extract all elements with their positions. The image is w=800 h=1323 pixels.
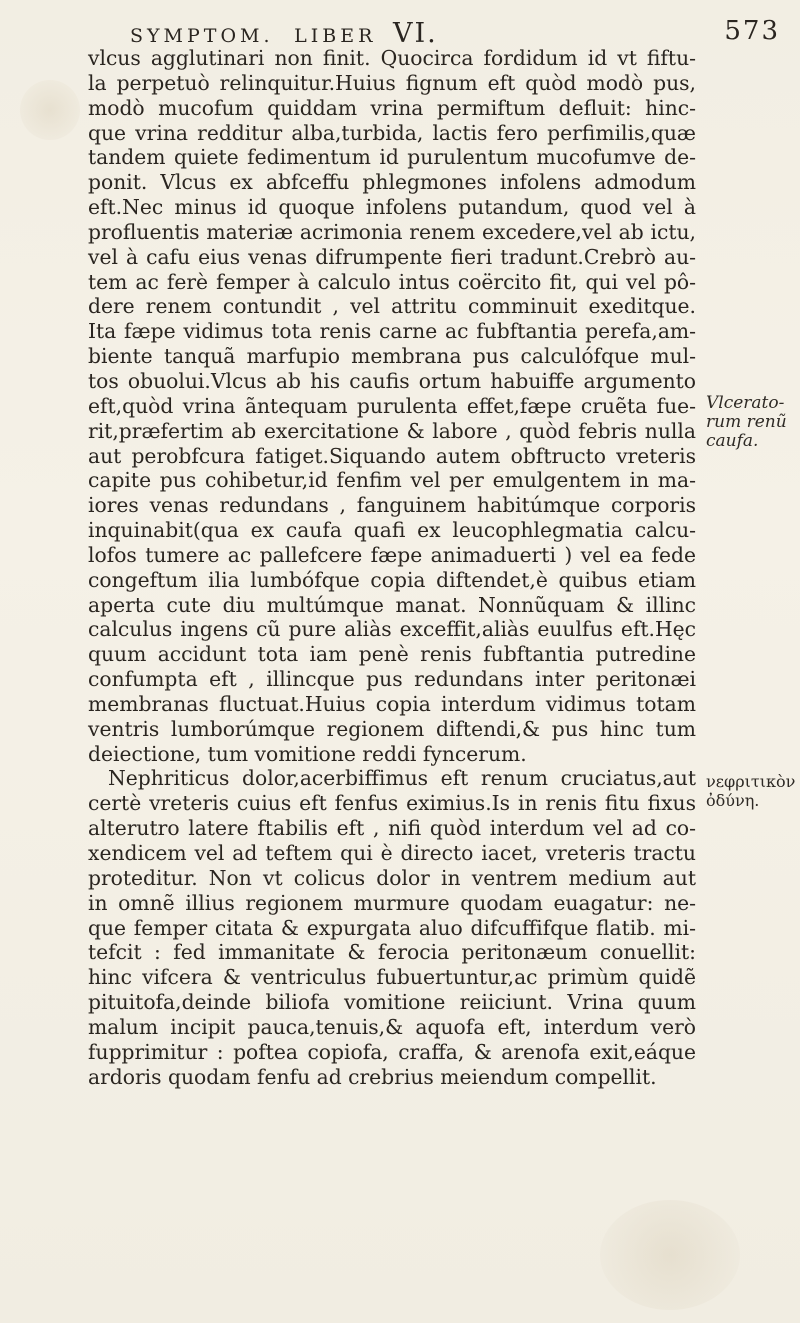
paper-stain	[20, 80, 80, 140]
running-title-book: LIBER	[294, 25, 377, 47]
text-line: quum accidunt tota iam penè renis fubftantia putredine	[88, 642, 696, 667]
text-line: malum incipit pauca,tenuis,& aquofa eft, interdum verò	[88, 1014, 696, 1039]
text-line: xendicem vel ad teftem qui è directo iacet, vreteris tractu	[88, 841, 696, 865]
text-line: lofos tumere ac pallefcere fæpe animaduerti ) vel ea fede	[88, 542, 696, 567]
text-line: vel à cafu eius venas difrumpente fieri tradunt.Crebrò au-	[88, 244, 696, 269]
body-text	[88, 46, 696, 1089]
text-line: certè vreteris cuius eft fenfus eximius.Is in renis fitu fixus	[88, 791, 696, 816]
running-title	[130, 18, 438, 49]
running-title-prefix: SYMPTOM.	[130, 25, 274, 47]
text-line: membranas fluctuat.Huius copia interdum vidimus totam	[88, 691, 696, 716]
text-line: tem ac ferè femper à calculo intus coërcito fit, qui vel pô-	[88, 269, 696, 294]
text-line: alterutro latere ftabilis eft , nifi quòd interdum vel ad co-	[88, 816, 696, 841]
text-line: eft.Nec minus id quoque infolens putandum, quod vel à	[88, 195, 696, 220]
text-line: inquinabit(qua ex caufa quafi ex leucophlegmatia calcu-	[88, 518, 696, 543]
margin-note-nephritic-pain	[706, 772, 796, 810]
text-line: in omnẽ illius regionem murmure quodam euagatur: ne-	[88, 890, 696, 915]
text-line: ardoris quodam fenfu ad crebrius meiendum compellit.	[88, 1064, 657, 1089]
margin-note-ulcer-causes	[706, 394, 796, 451]
text-line: ponit. Vlcus ex abfceffu phlegmones infolens admodum	[88, 170, 696, 195]
paper-stain	[600, 1200, 740, 1310]
page-number: 573	[724, 16, 780, 46]
text-line: biente tanquã marfupio membrana pus calculófque mul-	[88, 344, 696, 369]
text-line: profluentis materiæ acrimonia renem excedere,vel ab ictu,	[88, 219, 696, 244]
margin-note-line: ὀδύνη.	[706, 791, 760, 810]
text-line: vlcus agglutinari non finit. Quocirca fordidum id vt fiftu-	[88, 46, 696, 70]
text-line: que vrina redditur alba,turbida, lactis fero perfimilis,quæ	[88, 120, 696, 145]
text-line: confumpta eft , illincque pus redundans inter peritonæi	[88, 667, 696, 692]
text-line: tandem quiete fedimentum id purulentum mucofumve de-	[88, 145, 696, 170]
text-line: congeftum ilia lumbófque copia diftendet,è quibus etiam	[88, 567, 696, 592]
text-line: tos obuolui.Vlcus ab his caufis ortum habuiffe argumento	[88, 368, 696, 393]
text-line: fupprimitur : poftea copiofa, craffa, & arenofa exit,eáque	[88, 1039, 696, 1064]
text-line: ventris lumborúmque regionem diftendi,& pus hinc tum	[88, 716, 696, 741]
text-line: eft,quòd vrina ãntequam purulenta effet,fæpe cruẽta fue-	[88, 393, 696, 418]
margin-note-line: rum renũ	[706, 412, 787, 432]
text-line: proteditur. Non vt colicus dolor in ventrem medium aut	[88, 865, 696, 890]
text-line: Ita fæpe vidimus tota renis carne ac fubftantia perefa,am-	[88, 319, 696, 344]
text-line: hinc vifcera & ventriculus fubuertuntur,ac primùm quidẽ	[88, 965, 696, 990]
text-line: capite pus cohibetur,id fenfim vel per emulgentem in ma-	[88, 468, 696, 493]
text-line: deiectione, tum vomitione reddi fyncerum.	[88, 741, 527, 766]
text-line: iores venas redundans , fanguinem habitúmque corporis	[88, 493, 696, 518]
margin-note-line: νεφριτικὸν	[706, 772, 796, 791]
text-line: rit,præfertim ab exercitatione & labore , quòd febris nulla	[88, 418, 696, 443]
text-line: que femper citata & expurgata aluo difcuffifque flatib. mi-	[88, 915, 696, 940]
text-line: tefcit : fed immanitate & ferocia peritonæum conuellit:	[88, 940, 696, 965]
text-line: pituitofa,deinde biliofa vomitione reiiciunt. Vrina quum	[88, 990, 696, 1015]
text-line: aut perobfcura fatiget.Siquando autem obftructo vreteris	[88, 443, 696, 468]
text-line: dere renem contundit , vel attritu comminuit exeditque.	[88, 294, 696, 319]
margin-note-line: Vlcerato-	[706, 393, 785, 413]
margin-note-line: caufa.	[706, 431, 759, 451]
running-title-numeral: VI.	[393, 18, 438, 49]
text-line: calculus ingens cũ pure aliàs exceffit,aliàs euulfus eft.Hęc	[88, 617, 696, 642]
text-line: aperta cute diu multúmque manat. Nonnũquam & illinc	[88, 592, 696, 617]
text-line: Nephriticus dolor,acerbiffimus eft renum cruciatus,aut	[108, 766, 696, 791]
text-line: modò mucofum quiddam vrina permiftum defluit: hinc-	[88, 95, 696, 120]
text-line: la perpetuò relinquitur.Huius fignum eft quòd modò pus,	[88, 70, 696, 95]
